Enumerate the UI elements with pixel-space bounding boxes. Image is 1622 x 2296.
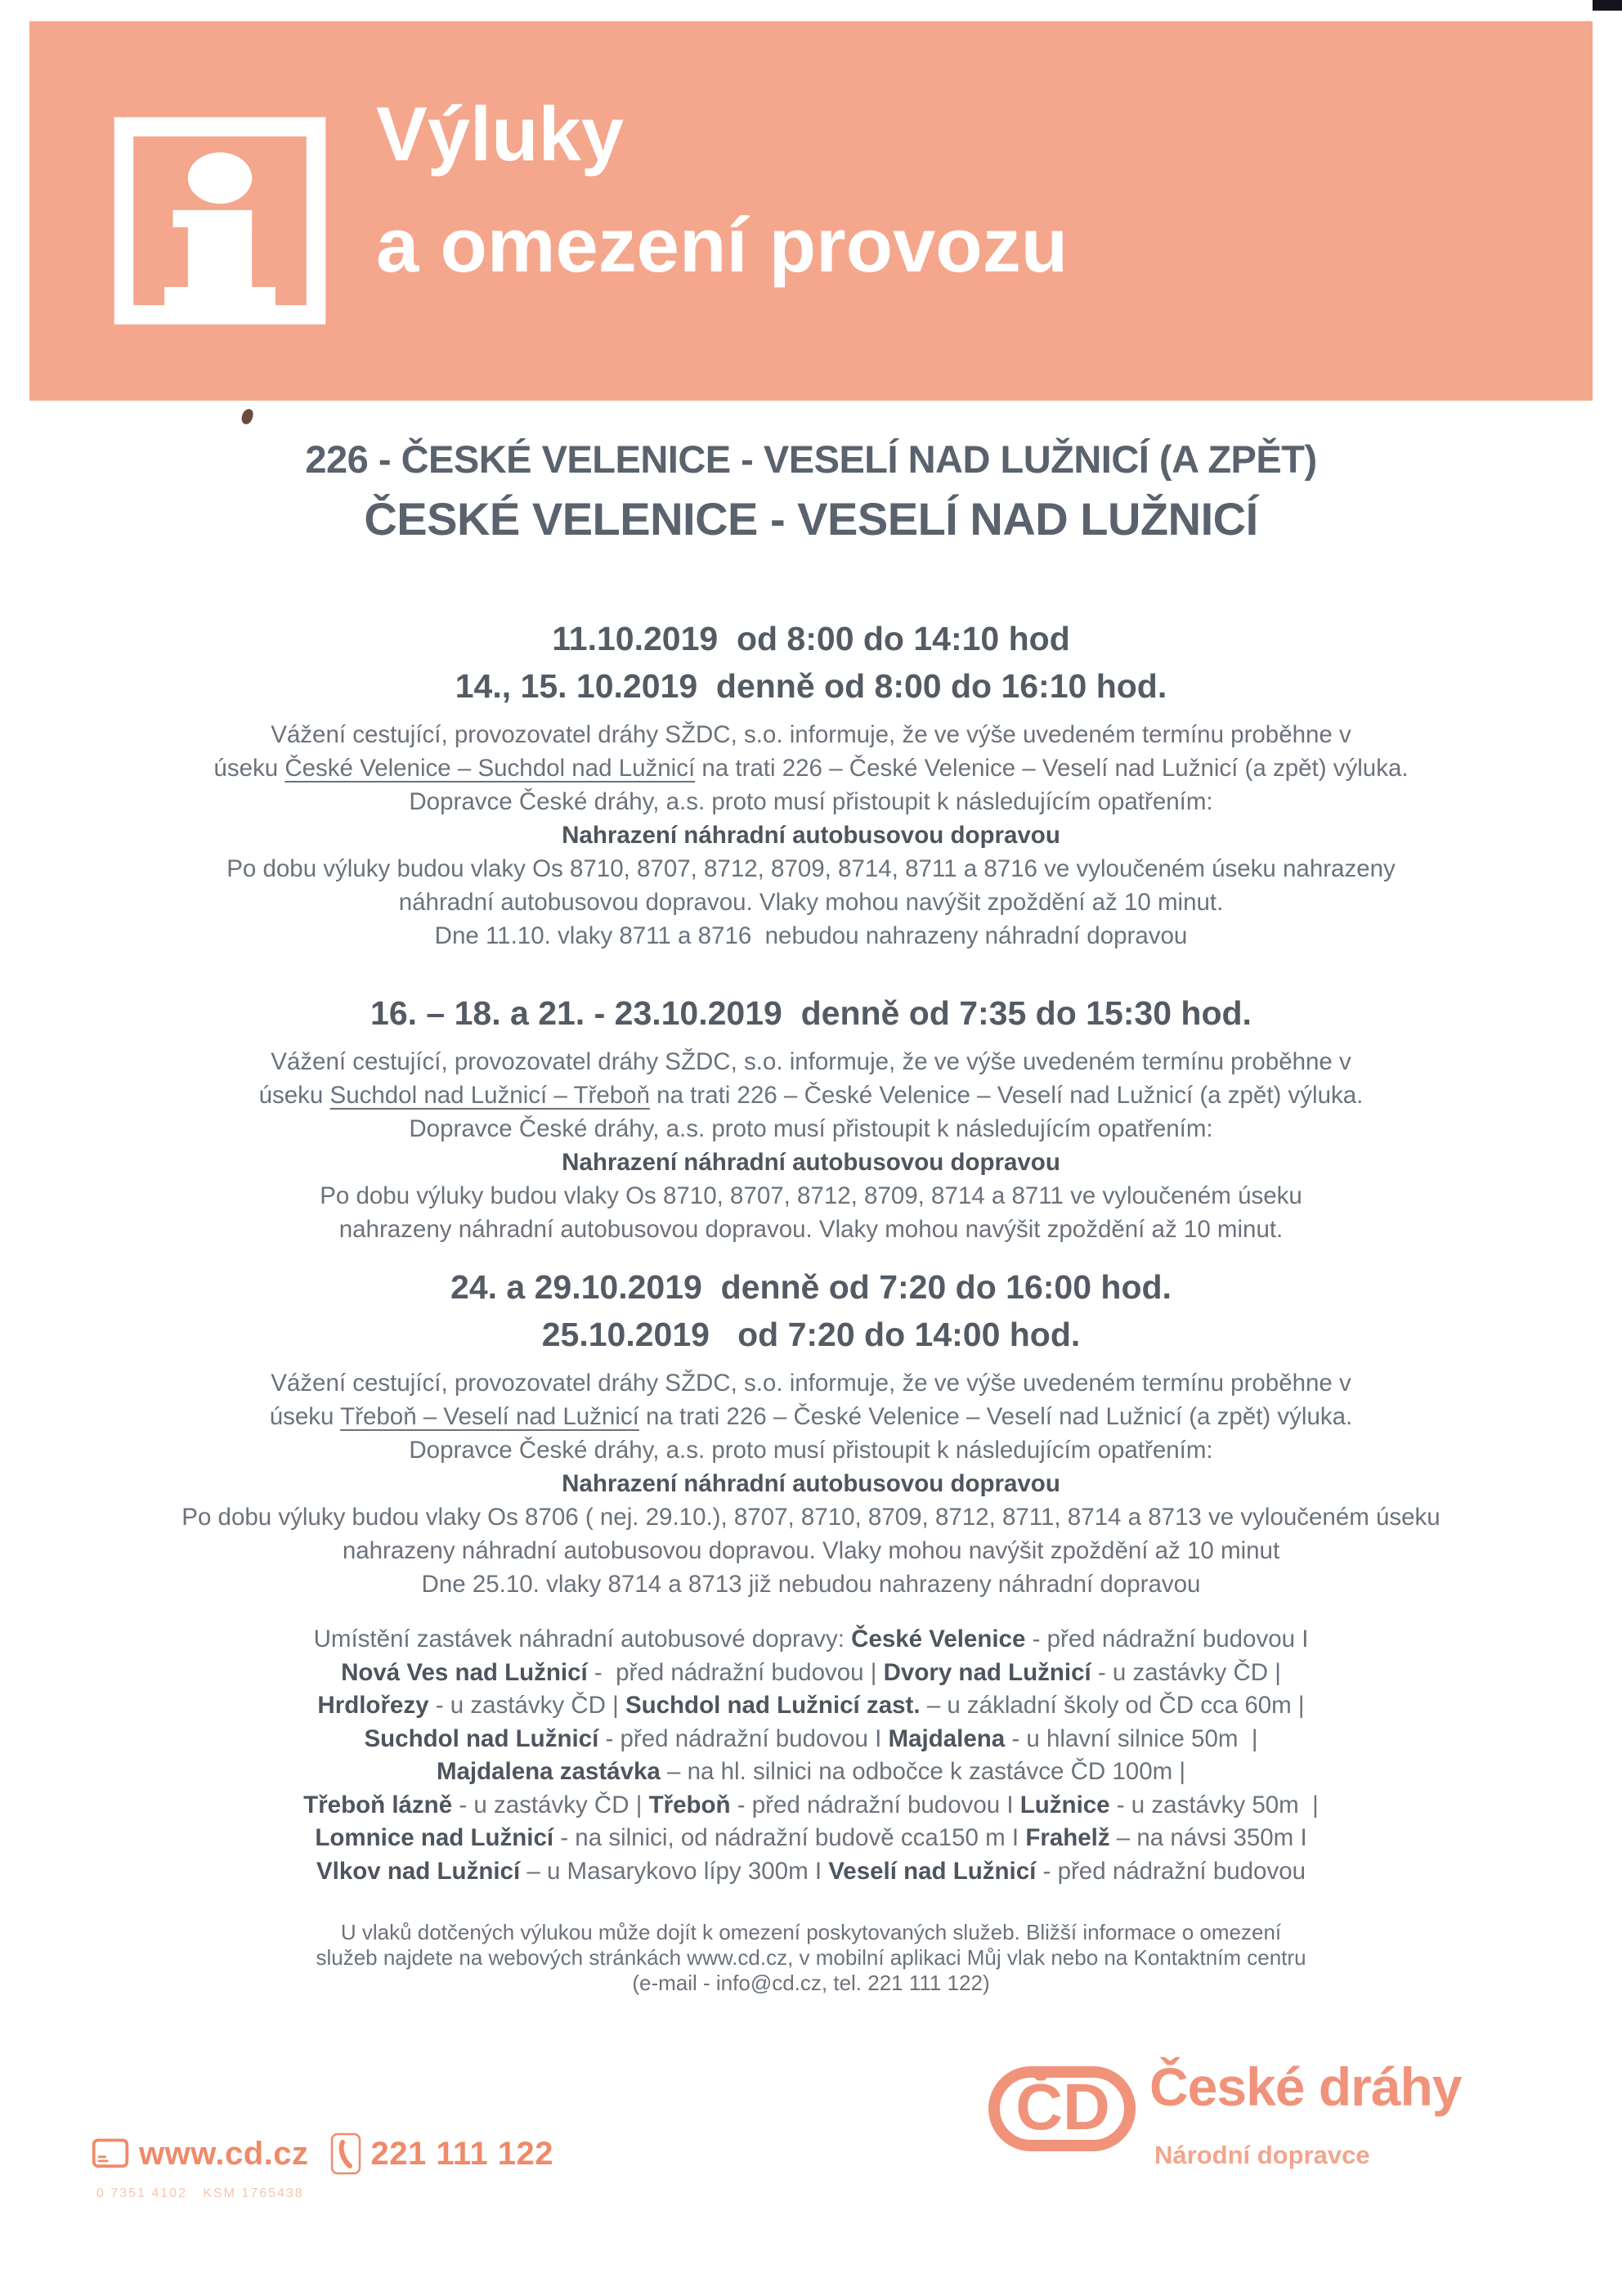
bus-stop-locations <box>0 1623 1622 1888</box>
website-label: www.cd.cz <box>139 2135 309 2172</box>
text-segment: Suchdol nad Lužnicí zast. <box>625 1692 921 1719</box>
note-line: (e-mail - info@cd.cz, tel. 221 111 122) <box>632 1971 990 1995</box>
route-title-line1: 226 - ČESKÉ VELENICE - VESELÍ NAD LUŽNICÍ (A ZPĚT) <box>305 437 1317 481</box>
outage-paragraph <box>0 1366 1622 1601</box>
svg-text:ČD: ČD <box>1015 2070 1110 2143</box>
outage-dates-heading: 24. a 29.10.2019 denně od 7:20 do 16:00 hod. <box>450 1268 1172 1306</box>
operator-line: Dopravce České dráhy, a.s. proto musí přistoupit k následujícím opatřením: <box>409 1115 1213 1142</box>
info-i-icon <box>113 116 327 325</box>
note-line: služeb najdete na webových stránkách www.cd.cz, v mobilní aplikaci Můj vlak nebo na Kontaktním centru <box>316 1945 1306 1970</box>
text-segment: Majdalena <box>888 1724 1006 1752</box>
text-segment: na trati 226 – České Velenice – Veselí nad Lužnicí (a zpět) výluka. <box>649 1082 1364 1109</box>
text-segment: Umístění zastávek náhradní autobusové dopravy: <box>313 1626 852 1652</box>
closed-segment-line <box>0 1400 1622 1433</box>
detail-line: nahrazeny náhradní autobusovou dopravou. Vlaky mohou navýšit zpoždění až 10 minut <box>342 1537 1280 1564</box>
print-code: 0 7351 4102 KSM 1765438 <box>96 2186 304 2200</box>
banner-title-line1: Výluky <box>376 91 625 177</box>
outage-section-1 <box>0 615 1622 953</box>
outage-section-2 <box>0 989 1622 1246</box>
scan-corner-mark <box>1593 0 1622 11</box>
text-segment: Majdalena zastávka <box>436 1758 661 1785</box>
detail-line: Dne 11.10. vlaky 8711 a 8716 nebudou nahrazeny náhradní dopravou <box>434 922 1188 949</box>
intro-line: Vážení cestující, provozovatel dráhy SŽDC, s.o. informuje, že ve výše uvedeném termínu proběhne v <box>271 1370 1351 1397</box>
text-segment: - před nádražní budovou I <box>1025 1626 1309 1652</box>
info-banner <box>29 21 1593 401</box>
text-segment: na trati 226 – České Velenice – Veselí nad Lužnicí (a zpět) výluka. <box>695 755 1409 782</box>
detail-line: náhradní autobusovou dopravou. Vlaky mohou navýšit zpoždění až 10 minut. <box>398 889 1224 916</box>
text-segment: - u zastávky ČD | <box>428 1692 625 1719</box>
text-segment: Dvory nad Lužnicí <box>883 1658 1091 1686</box>
text-segment: – na hl. silnici na odbočce k zastávce ČD 100m | <box>660 1758 1186 1785</box>
brand-tagline: Národní dopravce <box>1154 2141 1370 2169</box>
stops-line <box>0 1623 1622 1657</box>
stops-line <box>0 1789 1622 1823</box>
text-segment: Hrdlořezy <box>317 1692 429 1719</box>
outage-dates-heading: 11.10.2019 od 8:00 do 14:10 hod <box>552 620 1070 657</box>
text-segment: – na návsi 350m I <box>1109 1824 1307 1851</box>
outage-section-3 <box>0 1263 1622 1601</box>
stops-line <box>0 1855 1622 1889</box>
detail-line: Po dobu výluky budou vlaky Os 8710, 8707, 8712, 8709, 8714 a 8711 ve vyloučeném úseku <box>320 1182 1302 1209</box>
intro-line: Vážení cestující, provozovatel dráhy SŽDC, s.o. informuje, že ve výše uvedeném termínu proběhne v <box>271 721 1351 748</box>
banner-title <box>376 78 1068 301</box>
note-line: U vlaků dotčených výlukou může dojít k omezení poskytovaných služeb. Bližší informace o omezení <box>340 1920 1282 1944</box>
stops-line <box>0 1689 1622 1723</box>
closed-segment-line <box>0 751 1622 785</box>
phone-label: 221 111 122 <box>370 2135 554 2172</box>
footer-contact-line <box>92 2132 553 2175</box>
text-segment: Nová Ves nad Lužnicí <box>341 1658 588 1686</box>
route-title-line2: ČESKÉ VELENICE - VESELÍ NAD LUŽNICÍ <box>364 493 1258 545</box>
text-segment: Lomnice nad Lužnicí <box>315 1824 554 1851</box>
outage-paragraph <box>0 718 1622 953</box>
text-segment: - u zastávky ČD | <box>1091 1658 1281 1686</box>
text-segment: Třeboň – Veselí nad Lužnicí <box>340 1403 639 1430</box>
text-segment: - před nádražní budovou I <box>730 1791 1020 1818</box>
text-segment: Třeboň lázně <box>303 1791 453 1818</box>
outage-dates-heading: 14., 15. 10.2019 denně od 8:00 do 16:10 hod. <box>455 667 1167 705</box>
stops-line <box>0 1723 1622 1756</box>
measure-title: Nahrazení náhradní autobusovou dopravou <box>562 822 1060 849</box>
text-segment: - u hlavní silnice 50m | <box>1005 1724 1258 1752</box>
stops-line <box>0 1756 1622 1789</box>
text-segment: – u základní školy od ČD cca 60m | <box>920 1692 1305 1719</box>
measure-title: Nahrazení náhradní autobusovou dopravou <box>562 1470 1060 1497</box>
monitor-icon <box>92 2138 129 2169</box>
measure-title: Nahrazení náhradní autobusovou dopravou <box>562 1149 1060 1176</box>
intro-line: Vážení cestující, provozovatel dráhy SŽDC, s.o. informuje, že ve výše uvedeném termínu proběhne v <box>271 1048 1351 1075</box>
outage-dates-heading: 16. – 18. a 21. - 23.10.2019 denně od 7:35 do 15:30 hod. <box>370 994 1252 1032</box>
outage-dates-heading: 25.10.2019 od 7:20 do 14:00 hod. <box>541 1316 1081 1353</box>
text-segment: - na silnici, od nádražní budově cca150 m I <box>553 1824 1026 1851</box>
text-segment: - před nádražní budovou <box>1036 1857 1306 1885</box>
text-segment: Vlkov nad Lužnicí <box>316 1857 521 1885</box>
brand-name: České dráhy <box>1149 2056 1462 2117</box>
text-segment: České Velenice – Suchdol nad Lužnicí <box>285 755 696 782</box>
info-i-icon-svg <box>113 116 327 325</box>
text-segment: Suchdol nad Lužnicí – Třeboň <box>329 1082 650 1109</box>
detail-line: Po dobu výluky budou vlaky Os 8706 ( nej. 29.10.), 8707, 8710, 8709, 8712, 8711, 8714 a 8713 ve vyloučeném úseku <box>181 1504 1441 1531</box>
detail-line: Dne 25.10. vlaky 8714 a 8713 již nebudou nahrazeny náhradní dopravou <box>421 1571 1201 1598</box>
text-segment: úseku <box>269 1403 341 1430</box>
text-segment: na trati 226 – České Velenice – Veselí nad Lužnicí (a zpět) výluka. <box>638 1403 1353 1430</box>
service-note <box>0 1920 1622 1996</box>
text-segment: Třeboň <box>648 1791 731 1818</box>
operator-line: Dopravce České dráhy, a.s. proto musí přistoupit k následujícím opatřením: <box>409 1437 1213 1464</box>
stops-line <box>0 1822 1622 1855</box>
closed-segment-line <box>0 1078 1622 1112</box>
cd-logo-icon <box>986 2041 1138 2156</box>
text-segment: - před nádražní budovou I <box>598 1724 889 1752</box>
cd-logo-svg <box>986 2041 1138 2152</box>
text-segment: - u zastávky ČD | <box>452 1791 649 1818</box>
outage-paragraph <box>0 1045 1622 1246</box>
detail-line: Po dobu výluky budou vlaky Os 8710, 8707, 8712, 8709, 8714, 8711 a 8716 ve vyloučeném úseku nahrazeny <box>226 855 1396 882</box>
operator-line: Dopravce České dráhy, a.s. proto musí přistoupit k následujícím opatřením: <box>409 788 1213 815</box>
text-segment: úseku <box>258 1082 330 1109</box>
phone-icon <box>330 2132 361 2175</box>
text-segment: - před nádražní budovou | <box>587 1658 884 1686</box>
text-segment: Suchdol nad Lužnicí <box>364 1724 599 1752</box>
text-segment: Frahelž <box>1025 1824 1110 1851</box>
text-segment: České Velenice <box>851 1626 1026 1652</box>
stops-line <box>0 1657 1622 1690</box>
text-segment: Veselí nad Lužnicí <box>828 1857 1037 1885</box>
banner-title-line2: a omezení provozu <box>376 202 1069 288</box>
scan-speck <box>240 408 254 425</box>
text-segment: Lužnice <box>1019 1791 1110 1818</box>
detail-line: nahrazeny náhradní autobusovou dopravou. Vlaky mohou navýšit zpoždění až 10 minut. <box>338 1216 1284 1243</box>
text-segment: – u Masarykovo lípy 300m I <box>520 1857 829 1885</box>
text-segment: úseku <box>213 755 285 782</box>
text-segment: - u zastávky 50m | <box>1109 1791 1319 1818</box>
